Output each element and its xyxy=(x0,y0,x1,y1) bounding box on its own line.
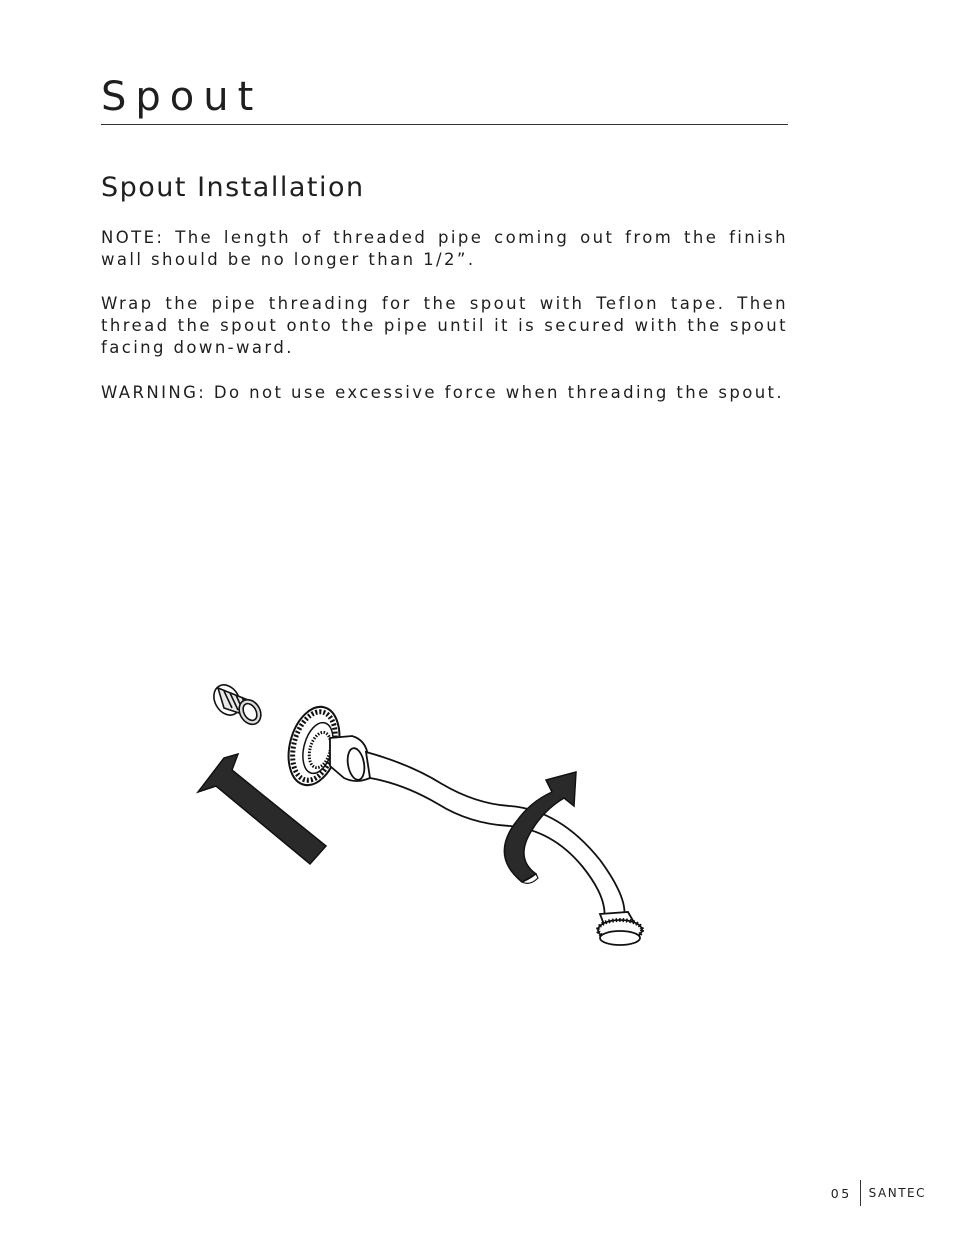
page-number: 05 xyxy=(830,1185,852,1201)
page-title: Spout xyxy=(101,74,263,120)
page-footer xyxy=(831,1180,926,1206)
warning-paragraph: WARNING: Do not use excessive force when threading the spout. xyxy=(101,383,785,402)
footer-divider xyxy=(860,1180,861,1206)
note-paragraph: NOTE: The length of threaded pipe coming out from the finish wall should be no longer than 1/2”. xyxy=(101,228,788,269)
section-title: Spout Installation xyxy=(101,172,365,203)
spout-body-icon xyxy=(330,736,642,945)
title-divider xyxy=(101,124,788,125)
spout-installation-illustration xyxy=(180,660,660,960)
brand-name: SANTEC xyxy=(868,1186,926,1200)
threaded-pipe-icon xyxy=(209,680,266,728)
instruction-paragraph: Wrap the pipe threading for the spout with Teflon tape. Then thread the spout onto the pipe until it is secured with the spout facing down-ward. xyxy=(101,294,788,357)
